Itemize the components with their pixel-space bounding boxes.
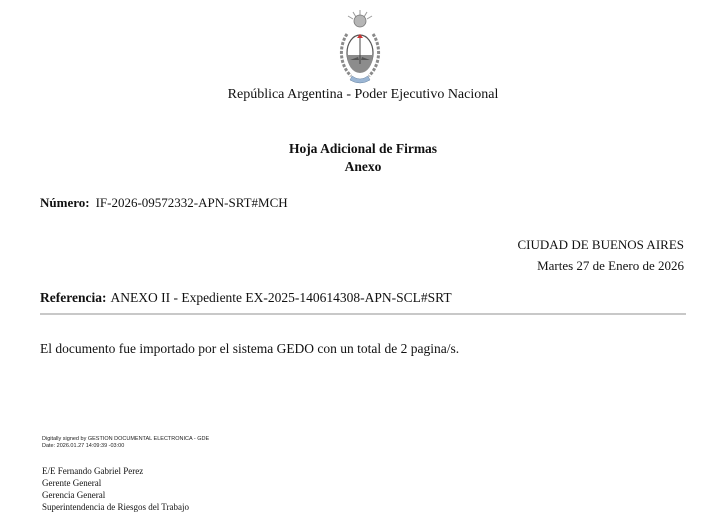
signer-block xyxy=(42,465,189,513)
referencia-line xyxy=(40,290,452,306)
referencia-label: Referencia: xyxy=(40,290,107,305)
signer-role-2: Gerencia General xyxy=(42,490,106,500)
place-date xyxy=(518,234,684,276)
numero-label: Número: xyxy=(40,195,90,210)
argentina-coat-of-arms-icon xyxy=(335,8,385,86)
body-text: El documento fue importado por el sistema GEDO con un total de 2 pagina/s. xyxy=(40,341,460,356)
date: Martes 27 de Enero de 2026 xyxy=(537,258,684,273)
document-title xyxy=(0,140,716,176)
numero-line xyxy=(40,195,288,211)
signer-name: E/E Fernando Gabriel Perez xyxy=(42,466,144,476)
numero-value: IF-2026-09572332-APN-SRT#MCH xyxy=(95,195,288,210)
digital-signature-stamp xyxy=(42,436,209,449)
title-line-2: Anexo xyxy=(344,159,382,174)
digital-signature-date: Date: 2026.01.27 14:09:39 -03:00 xyxy=(42,442,125,449)
government-header: República Argentina - Poder Ejecutivo Nacional xyxy=(227,87,499,102)
divider xyxy=(40,313,686,315)
signer-role-1: Gerente General xyxy=(42,478,102,488)
title-line-1: Hoja Adicional de Firmas xyxy=(288,141,438,156)
city: CIUDAD DE BUENOS AIRES xyxy=(517,237,684,252)
digital-signature-line-1: Digitally signed by GESTION DOCUMENTAL ELECTRONICA - GDE xyxy=(42,436,210,442)
referencia-value: ANEXO II - Expediente EX-2025-140614308-APN-SCL#SRT xyxy=(110,290,452,305)
signer-role-3: Superintendencia de Riesgos del Trabajo xyxy=(42,502,189,512)
